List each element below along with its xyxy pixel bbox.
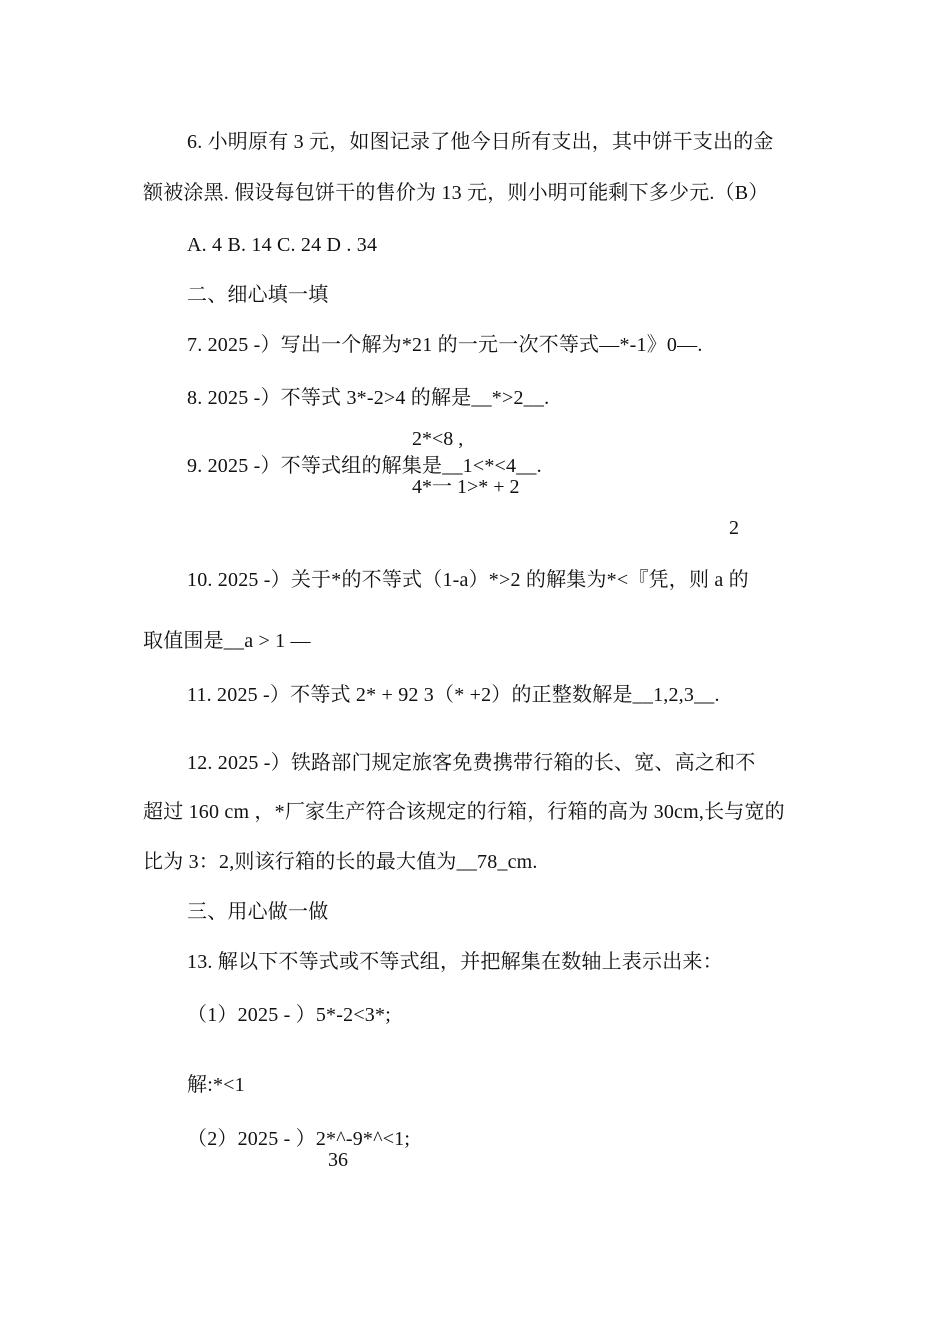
q6-options: A. 4 B. 14 C. 24 D . 34	[187, 234, 378, 256]
q10-fraction-note: 2	[729, 517, 740, 539]
section-2-heading: 二、细心填一填	[187, 284, 329, 306]
q7-text: 7. 2025 -）写出一个解为*21 的一元一次不等式—*-1》0—.	[187, 334, 703, 356]
q12-line2: 超过 160 cm ，*厂家生产符合该规定的行箱，行箱的高为 30cm,长与宽的	[143, 801, 785, 823]
q6-line2: 额被涂黑. 假设每包饼干的售价为 13 元，则小明可能剩下多少元.（B）	[143, 182, 769, 204]
q13-part2: （2）2025 - ）2*^-9*^<1;	[187, 1128, 411, 1150]
q8-text: 8. 2025 -）不等式 3*-2>4 的解是__*>2__.	[187, 387, 550, 409]
q10-line1: 10. 2025 -）关于*的不等式（1-a）*>2 的解集为*<『凭，则 a 的	[187, 569, 749, 591]
q12-line3: 比为 3：2,则该行箱的长的最大值为__78_cm.	[143, 851, 538, 873]
q13-answer1: 解:*<1	[187, 1074, 245, 1096]
section-3-heading: 三、用心做一做	[187, 901, 329, 923]
q9-system-top: 2*<8 ,	[412, 428, 464, 450]
q11-text: 11. 2025 -）不等式 2* + 92 3（* +2）的正整数解是__1,2,3__.	[187, 684, 720, 706]
q13-part2-denominators: 36	[328, 1149, 348, 1171]
q13-part1: （1）2025 - ）5*-2<3*;	[187, 1004, 391, 1026]
q13-stem: 13. 解以下不等式或不等式组，并把解集在数轴上表示出来：	[187, 951, 723, 973]
q6-line1: 6. 小明原有 3 元，如图记录了他今日所有支出，其中饼干支出的金	[187, 131, 774, 153]
q10-line2: 取值围是__a > 1 —	[143, 630, 311, 652]
q9-system-bottom: 4*一 1>* + 2	[412, 476, 520, 498]
q9-text: 9. 2025 -）不等式组的解集是__1<*<4__.	[187, 455, 542, 477]
q12-line1: 12. 2025 -）铁路部门规定旅客免费携带行箱的长、宽、高之和不	[187, 752, 756, 774]
